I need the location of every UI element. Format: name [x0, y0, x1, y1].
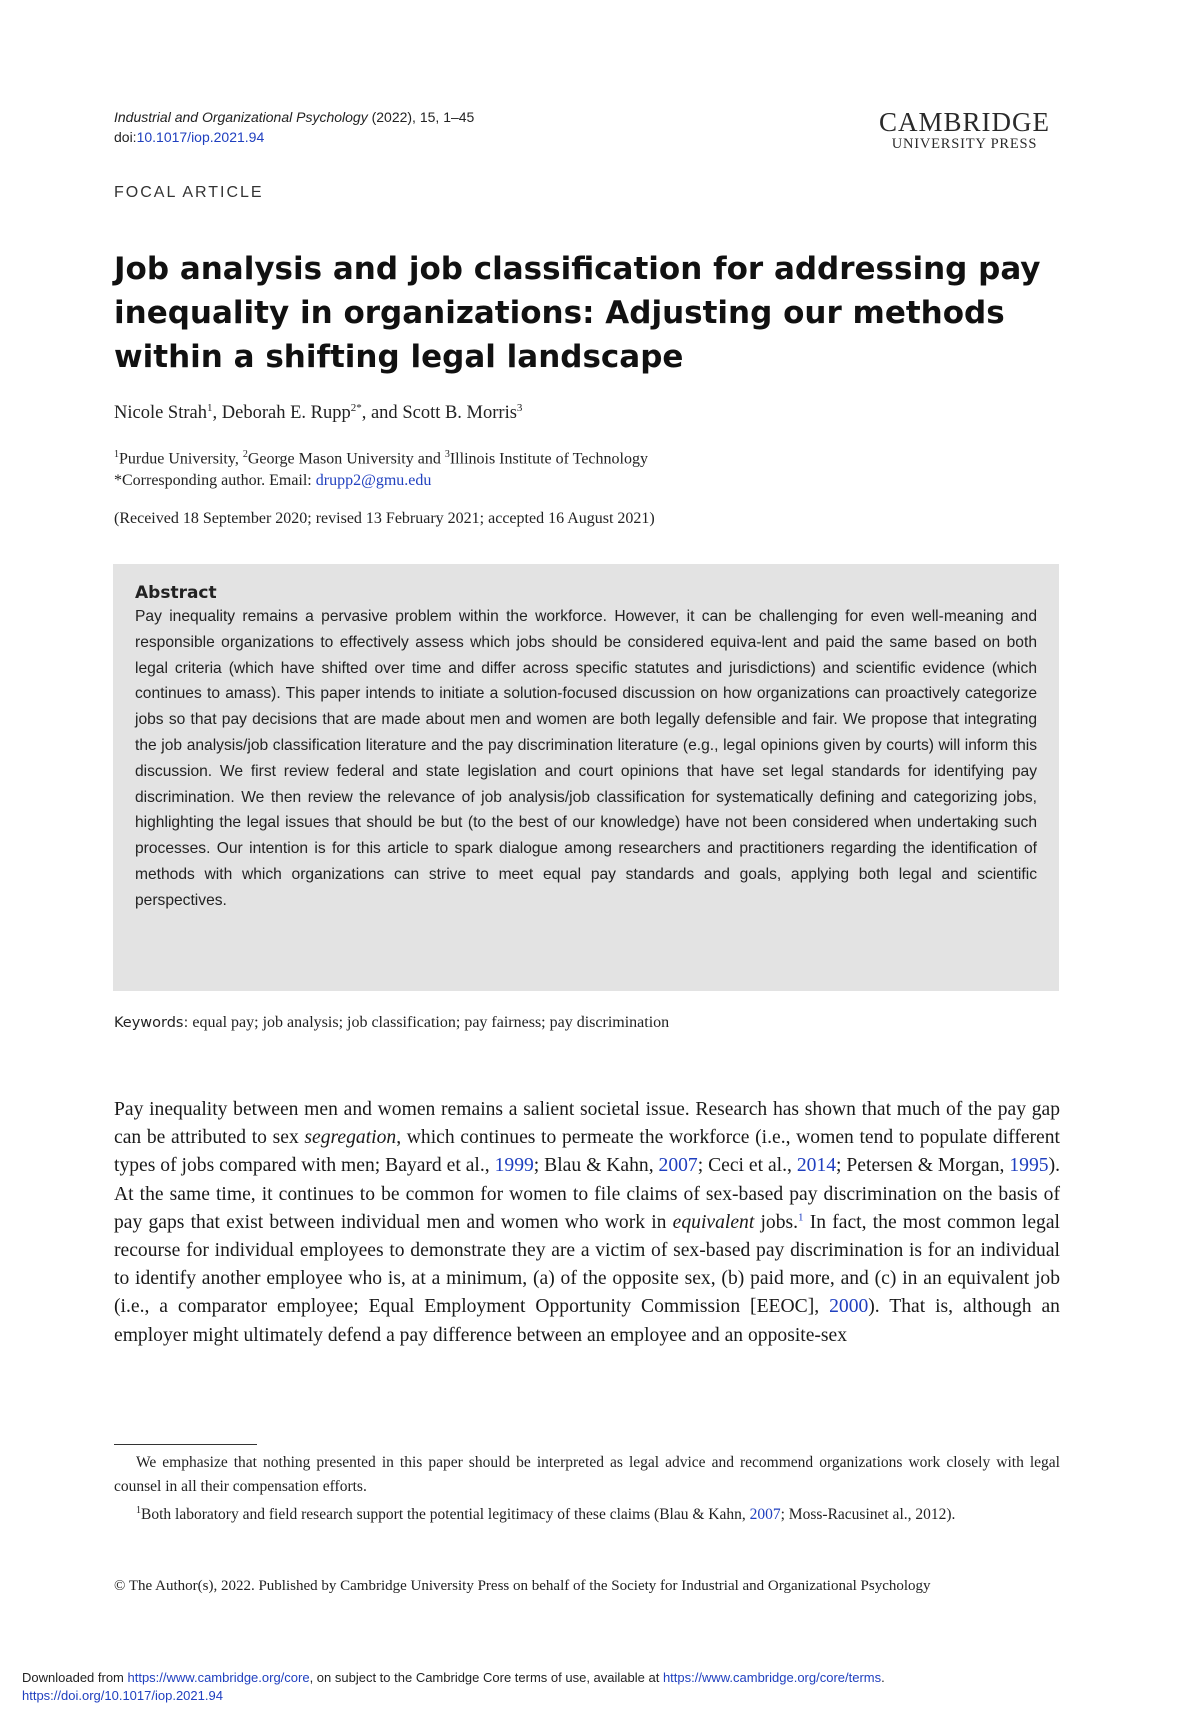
download-text: Downloaded from [22, 1670, 128, 1685]
cambridge-logo [873, 108, 1056, 152]
body-text: ; Petersen & Morgan, [836, 1155, 1010, 1177]
author-name: Scott B. Morris [402, 403, 517, 424]
journal-volume-pages: (2022), 15, 1–45 [367, 109, 475, 125]
footnote-ref-link[interactable]: 1 [798, 1211, 804, 1224]
copyright-notice: © The Author(s), 2022. Published by Cambridge University Press on behalf of the Society for Industrial and Organizational Psychology [114, 1578, 931, 1594]
article-title: Job analysis and job classification for addressing pay inequality in organizations: Adjusting our methods within a shifting legal landscape [114, 251, 1041, 375]
citation-link[interactable]: 1995 [1009, 1155, 1049, 1177]
citation-link[interactable]: 2014 [796, 1155, 837, 1177]
terms-link[interactable]: https://www.cambridge.org/core/terms [662, 1670, 882, 1685]
author-name: Deborah E. Rupp [221, 403, 351, 424]
abstract-heading: Abstract [135, 583, 217, 603]
author-name: Nicole Strah [114, 403, 207, 424]
footnote-rule [114, 1444, 257, 1445]
download-text: . [881, 1670, 885, 1685]
abstract-text: Pay inequality remains a pervasive problem within the workforce. However, it can be challenging for even well-meaning and responsible organizations to effectively assess which jobs should be considered equiva-lent and paid the same based on both legal criteria (which have shifted over time and differ across specific statutes and jurisdictions) and scientific evidence (which continues to amass). This paper intends to initiate a solution-focused discussion on how organizations can proactively categorize jobs so that pay decisions that are made about men and women are both legally defensible and fair. We propose that integrating the job analysis/job classification literature and the pay discrimination literature (e.g., legal opinions given by courts) will inform this discussion. We first review federal and state legislation and court opinions that have set legal standards for identifying pay discrimination. We then review the relevance of job analysis/job classification for systematically defining and categorizing jobs, highlighting the legal issues that should be but (to the best of our knowledge) have not been considered when undertaking such processes. Our intention is for this article to spark dialogue among researchers and practitioners regarding the identification of methods with which organizations can strive to meet equal pay standards and goals, applying both legal and scientific perspectives. [135, 608, 1037, 909]
author-affil-mark: 3 [516, 402, 523, 414]
footnote-text: Both laboratory and field research support the potential legitimacy of these claims (Blau & Kahn, [141, 1506, 750, 1524]
affiliation-3: Illinois Institute of Technology [449, 450, 648, 468]
corresponding-label: *Corresponding author. Email: [114, 472, 316, 490]
keywords-text: equal pay; job analysis; job classification; pay fairness; pay discrimination [188, 1014, 670, 1031]
logo-line1: CAMBRIDGE [878, 107, 1050, 137]
cambridge-core-link[interactable]: https://www.cambridge.org/core [127, 1670, 310, 1685]
body-emphasis: equivalent [672, 1211, 755, 1233]
article-type: FOCAL ARTICLE [114, 184, 264, 201]
download-notice [22, 1669, 885, 1705]
received-dates: (Received 18 September 2020; revised 13 February 2021; accepted 16 August 2021) [114, 510, 655, 527]
footnote-1 [114, 1499, 1060, 1527]
journal-citation [114, 107, 474, 127]
footnote-number: 1 [136, 1505, 141, 1516]
author-list: Nicole Strah$^1$, Deborah E. Rupp$^{2*}$, and Scott B. Morris$^3$ [114, 402, 523, 424]
download-text: , on subject to the Cambridge Core terms of use, available at [309, 1670, 663, 1685]
logo-line2: UNIVERSITY PRESS [891, 136, 1038, 152]
footnote-text: ; Moss-Racusinet al., 2012). [780, 1506, 956, 1524]
affiliation-line: $^1$Purdue University, $^2$George Mason University and $^3$Illinois Institute of Technology [114, 449, 648, 468]
keywords [114, 1014, 669, 1032]
author-affil-mark: 2* [350, 402, 362, 414]
citation-link[interactable]: 2007 [658, 1155, 698, 1177]
body-emphasis: segregation [304, 1127, 397, 1149]
affiliation-1: Purdue University, [119, 450, 243, 468]
body-text: ). At the same time, it continues to be common for women to file claims of sex-based pay discrimination on the basis of pay gaps that exist between individual men and women who work in [114, 1155, 1060, 1233]
journal-header [114, 107, 474, 147]
journal-name: Industrial and Organizational Psychology [114, 109, 368, 125]
body-text: jobs. [754, 1211, 799, 1233]
affiliation-2: George Mason University and [247, 450, 445, 468]
body-text: Pay inequality between men and women remains a salient societal issue. Research has shown that much of the pay gap can be attributed to sex [114, 1099, 1060, 1149]
download-line [22, 1669, 885, 1687]
citation-link[interactable]: 1999 [494, 1155, 534, 1177]
doi-prefix: doi: [114, 129, 137, 145]
body-text: ; Ceci et al., [697, 1155, 797, 1177]
author-affil-mark: 1 [207, 402, 213, 414]
body-text: , which continues to permeate the workforce (i.e., women tend to populate different types of jobs compared with men; Bayard et al., [114, 1127, 1060, 1177]
footnote-disclaimer: We emphasize that nothing presented in this paper should be interpreted as legal advice and recommend organizations work closely with legal counsel in all their compensation efforts. [114, 1454, 1060, 1495]
doi-url-link[interactable]: https://doi.org/10.1017/iop.2021.94 [22, 1688, 223, 1703]
body-text: ; Blau & Kahn, [533, 1155, 659, 1177]
citation-link[interactable]: 2007 [749, 1506, 781, 1524]
doi-link[interactable]: 10.1017/iop.2021.94 [136, 129, 265, 145]
abstract-box [113, 564, 1059, 991]
email-link[interactable]: drupp2@gmu.edu [315, 472, 432, 490]
keywords-label: Keywords: [114, 1015, 189, 1031]
body-paragraph [114, 1096, 1060, 1350]
body-text: ). That is, although an employer might ultimately defend a pay difference between an employee and an opposite-sex [114, 1296, 1060, 1346]
corresponding-author [114, 470, 648, 492]
body-text: In fact, the most common legal recourse for individual employees to demonstrate they are a victim of sex-based pay discrimination is for an individual to identify another employee who is, at a minimum, (a) of the opposite sex, (b) paid more, and (c) in an equivalent job (i.e., a comparator employee; Equal Employment Opportunity Commission [EEOC], [114, 1211, 1060, 1318]
footnotes [114, 1451, 1060, 1527]
citation-link[interactable]: 2000 [829, 1296, 869, 1318]
doi-url-line [22, 1687, 885, 1705]
doi-line [114, 127, 474, 147]
affiliations [114, 444, 648, 492]
